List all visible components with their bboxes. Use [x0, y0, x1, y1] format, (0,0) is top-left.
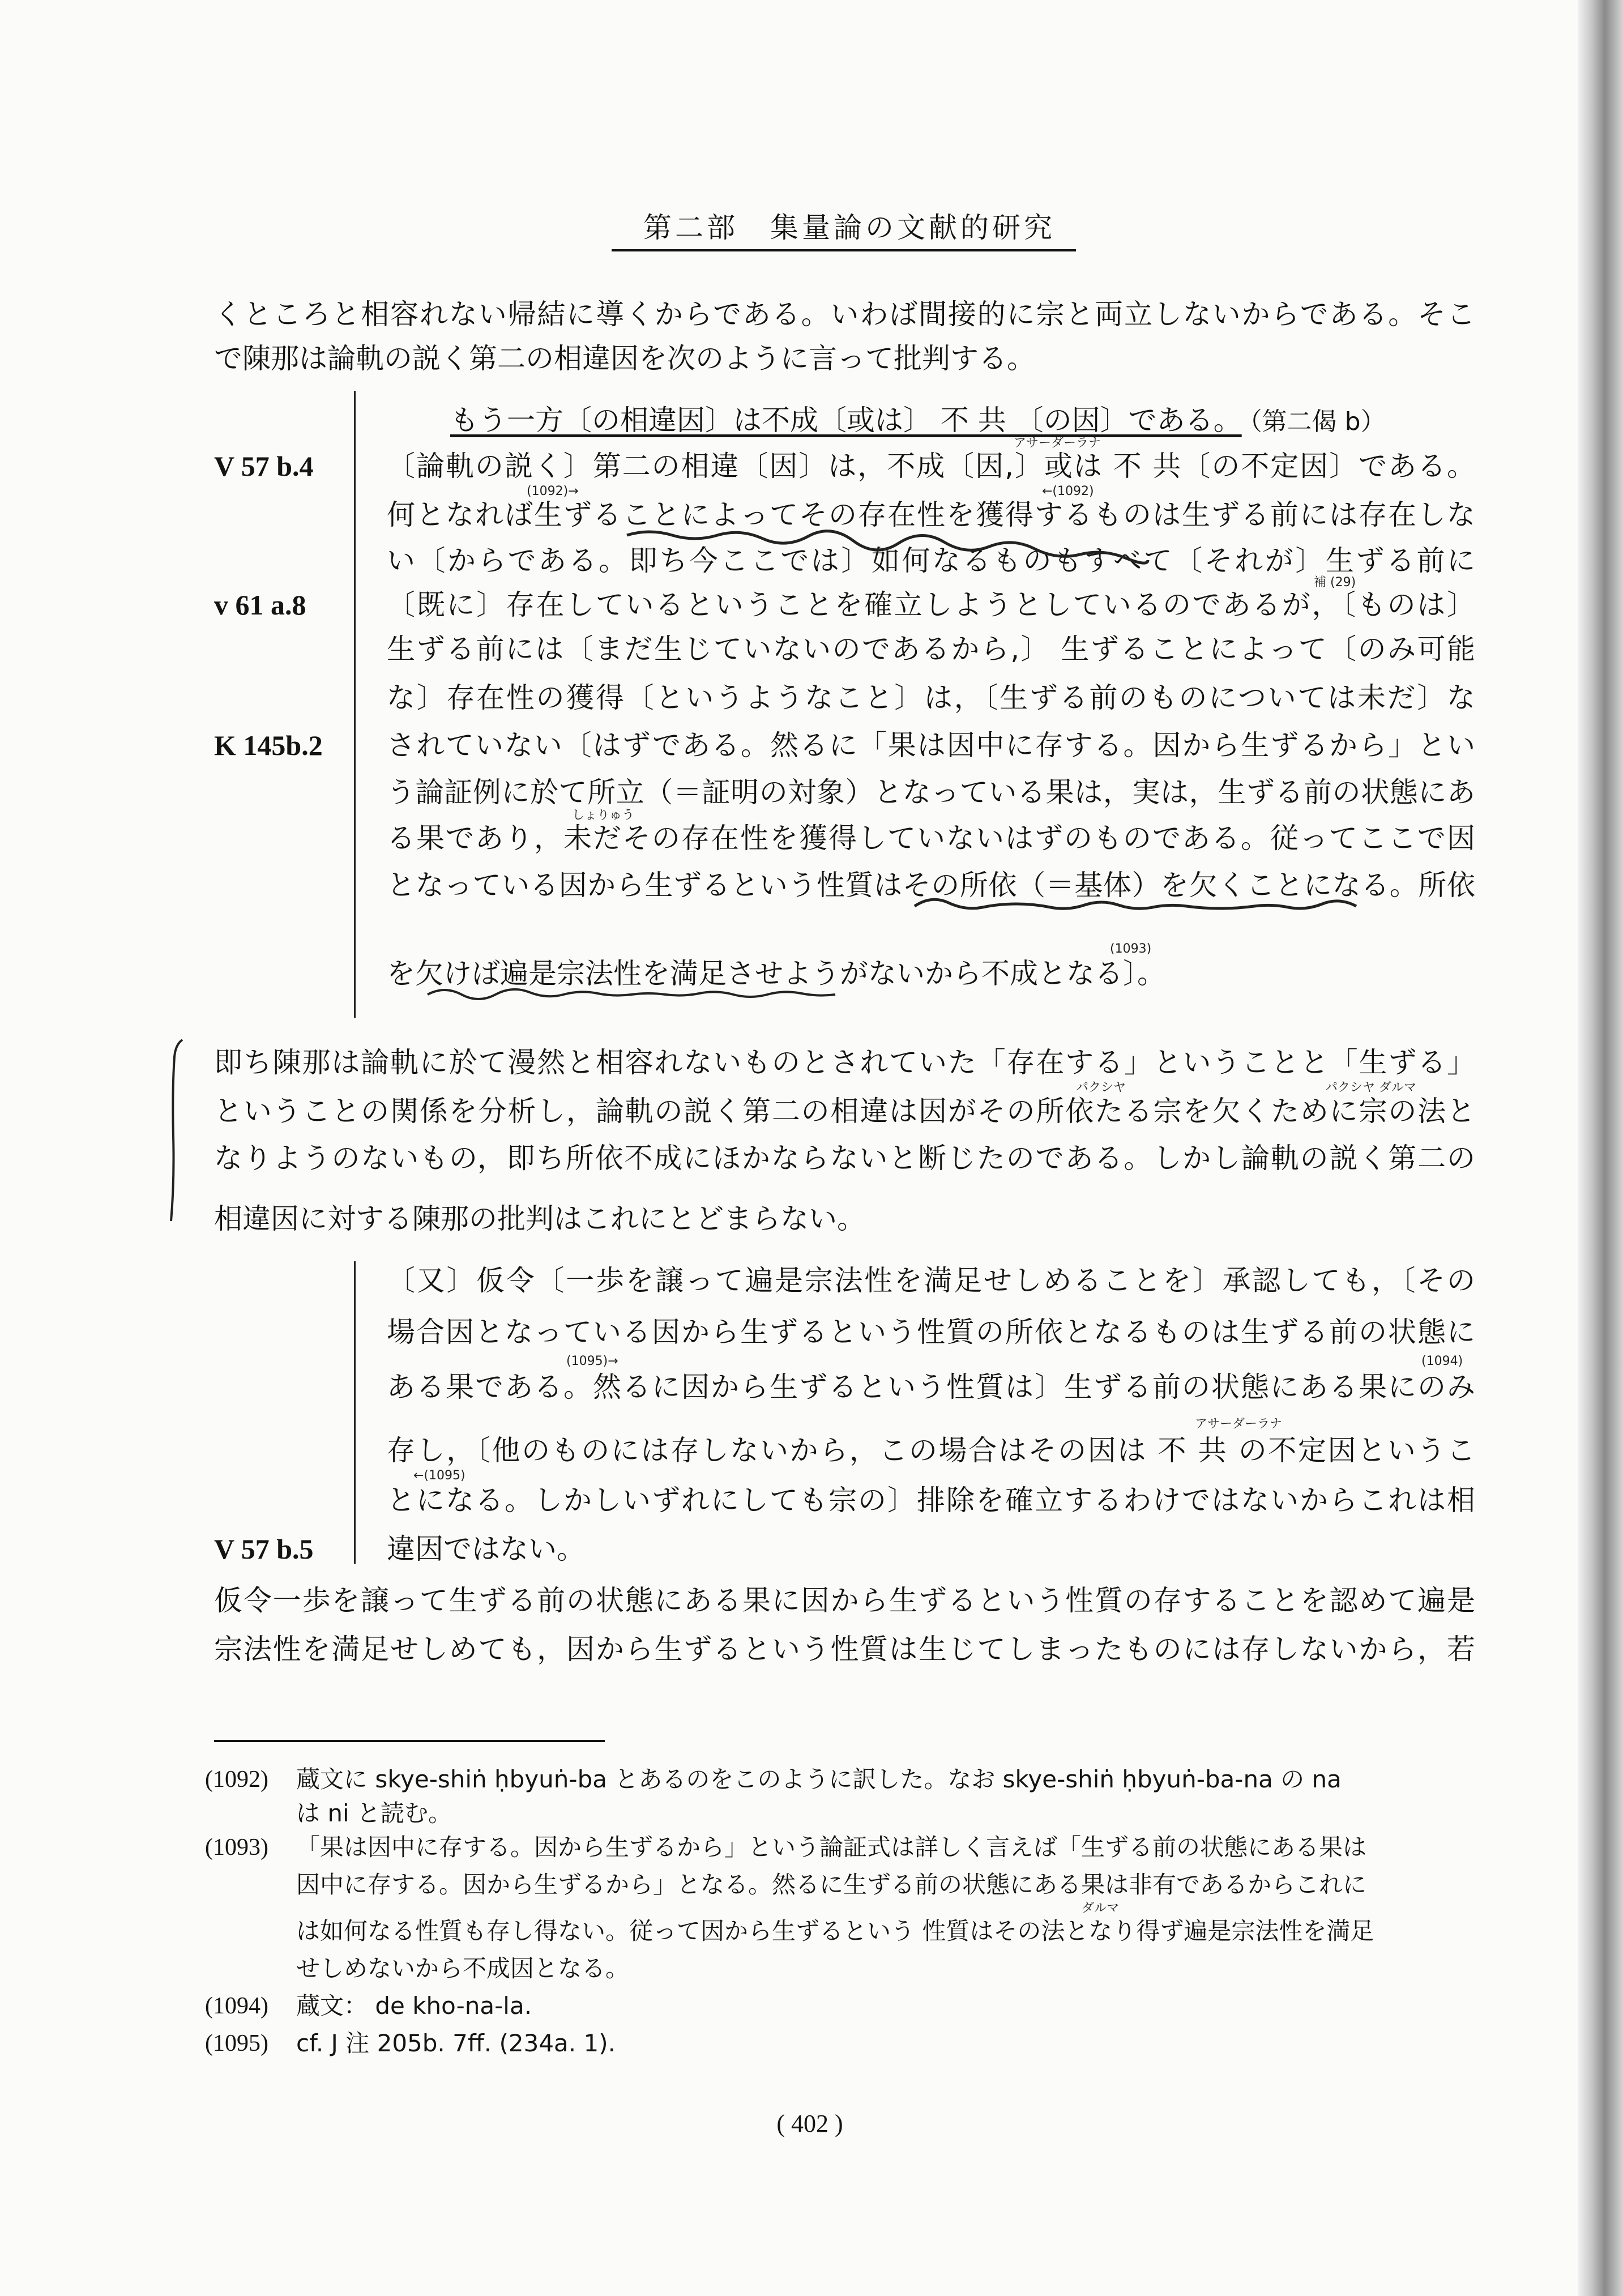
body-line: 相違因に対する陳那の批判はこれにとどまらない。 [214, 1202, 865, 1235]
footnote-marker: ←(1092) [1042, 484, 1094, 498]
quote-line: 〔論軌の説く〕第二の相違〔因〕は，不成〔因,〕或は 不 共〔の不定因〕である。 [387, 450, 1475, 483]
pen-bracket [171, 1040, 182, 1221]
page-number: ( 402 ) [776, 2110, 843, 2137]
ruby-shoryu: しょりゅう [572, 808, 635, 822]
quote-line: う論証例に於て所立（＝証明の対象）となっている果は，実は，生ずる前の状態にあ [387, 776, 1475, 809]
wavy-underline [627, 531, 1148, 563]
ruby-asadharana: アサーダーラナ [1195, 1417, 1283, 1431]
ruby-asadharana: アサーダーラナ [1014, 436, 1101, 450]
quote-line: ある果である。然るに因から生ずるという性質は〕生ずる前の状態にある果にのみ [387, 1371, 1475, 1403]
supplement-marker: 補 (29) [1314, 575, 1356, 590]
footnote-line: せしめないから不成因となる。 [296, 1954, 630, 1982]
ruby-paksha-dharma: パクシヤ ダルマ [1325, 1081, 1416, 1095]
body-line: なりようのないもの，即ち所依不成にほかならないと断じたのである。しかし論軌の説く第二の [214, 1142, 1475, 1175]
footnote-label: (1095) [205, 2030, 268, 2056]
quote-line: となっている因から生ずるという性質はその所依（＝基体）を欠くことになる。所依 [387, 869, 1475, 902]
margin-reference: V 57 b.4 [214, 450, 314, 482]
quote-line: とになる。しかしいずれにしても宗の〕排除を確立するわけではないからこれは相 [387, 1484, 1475, 1517]
body-line: くところと相容れない帰結に導くからである。いわば間接的に宗と両立しないからである。そこ [214, 298, 1475, 331]
quote-line: を欠けば遍是宗法性を満足させようがないから不成となる〕。 [387, 957, 1165, 990]
quote-line: な〕存在性の獲得〔というようなこと〕は，〔生ずる前のものについては未だ〕な [387, 681, 1475, 714]
footnote-marker: (1093) [1110, 942, 1152, 956]
quote-line: 場合因となっている因から生ずるという性質の所依となるものは生ずる前の状態に [387, 1316, 1475, 1348]
body-line: 仮令一歩を譲って生ずる前の状態にある果に因から生ずるという性質の存することを認めて遍是 [214, 1584, 1475, 1617]
footnote-line: cf. J 注 205b. 7ff. (234a. 1). [296, 2029, 616, 2057]
footnote-line: 蔵文に skye-shiṅ ḥbyuṅ-ba とあるのをこのように訳した。なお skye-shiṅ ḥbyuṅ-ba-na の na [296, 1765, 1342, 1793]
ruby-paksha: パクシヤ [1076, 1081, 1126, 1095]
quote-line: 生ずる前には〔まだ生じていないのであるから,〕 生ずることによって〔のみ可能 [387, 633, 1475, 665]
verse-line: もう一方〔の相違因〕は不成〔或は〕 不 共 〔の因〕である。 [450, 404, 1242, 437]
quote-line: されていない〔はずである。然るに「果は因中に存する。因から生ずるから」とい [387, 729, 1475, 762]
footnote-line: 蔵文： de kho-na-la. [296, 1992, 532, 2020]
quote-line: 存し，〔他のものには存しないから，この場合はその因は 不 共 の不定因というこ [387, 1434, 1475, 1467]
quote-line: 〔既に〕存在しているということを確立しようとしているのであるが，〔ものは〕 [387, 588, 1475, 621]
body-line: で陳那は論軌の説く第二の相違因を次のように言って批判する。 [214, 342, 1035, 375]
wavy-underline [428, 989, 835, 999]
wavy-underline [915, 899, 1356, 908]
footnote-marker: (1094) [1421, 1354, 1463, 1368]
footnote-line: は ni と読む。 [296, 1799, 452, 1827]
body-line: 宗法性を満足せしめても，因から生ずるという性質は生じてしまったものには存しないから，若 [214, 1633, 1475, 1666]
running-header: 第二部 集量論の文献的研究 [643, 211, 1056, 244]
footnote-line: 因中に存する。因から生ずるから」となる。然るに生ずる前の状態にある果は非有であるからこれに [296, 1871, 1367, 1898]
body-line: ということの関係を分析し，論軌の説く第二の相違は因がその所依たる宗を欠くために宗の法と [214, 1095, 1475, 1128]
margin-reference: v 61 a.8 [214, 589, 306, 621]
quote-line: 違因ではない。 [387, 1533, 585, 1565]
footnote-label: (1092) [205, 1766, 268, 1793]
quote-line: い〔からである。即ち今ここでは〕如何なるものもすべて〔それが〕生ずる前に [387, 544, 1475, 577]
ruby-dharma: ダルマ [1082, 1901, 1120, 1915]
quote-line: る果であり，未だその存在性を獲得していないはずのものである。従ってここで因 [387, 822, 1475, 855]
quote-line: 何となれば生ずることによってその存在性を獲得するものは生ずる前には存在しな [387, 498, 1475, 531]
footnote-line: 「果は因中に存する。因から生ずるから」という論証式は詳しく言えば「生ずる前の状態にある果は [296, 1833, 1367, 1861]
margin-reference: V 57 b.5 [214, 1533, 314, 1565]
footnote-label: (1094) [205, 1993, 268, 2019]
footnote-marker: (1092)→ [527, 484, 579, 498]
footnote-label: (1093) [205, 1834, 268, 1860]
quote-line: 〔又〕仮令〔一歩を譲って遍是宗法性を満足せしめることを〕承認しても，〔その [387, 1264, 1475, 1297]
footnote-line: は如何なる性質も存し得ない。従って因から生ずるという 性質はその法となり得ず遍是宗法性を満足 [296, 1917, 1374, 1945]
verse-reference: （第二偈 b） [1249, 407, 1386, 436]
body-line: 即ち陳那は論軌に於て漫然と相容れないものとされていた「存在する」ということと「生ずる」 [214, 1046, 1475, 1079]
footnote-marker: (1095)→ [566, 1354, 618, 1368]
footnote-marker: ←(1095) [413, 1469, 465, 1483]
margin-reference: K 145b.2 [214, 729, 323, 761]
